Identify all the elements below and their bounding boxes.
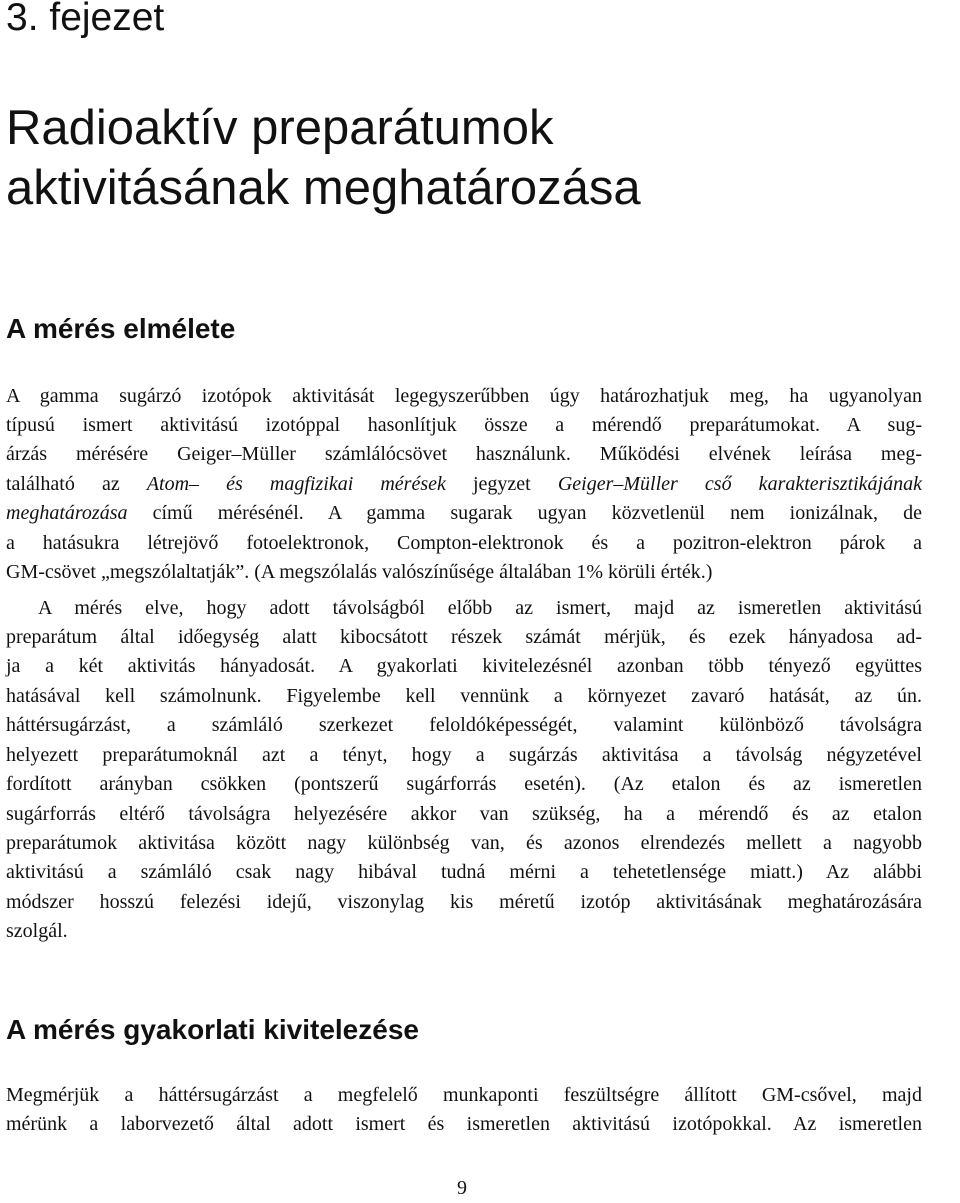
measurement-title: Geiger–Müller cső karakterisztikájának xyxy=(557,473,922,495)
text-line: aktivitású a számláló csak nagy hibával tudná mérni a tehetetlensége miatt.) Az alábbi xyxy=(6,861,922,883)
text-line: GM-csövet „megszólaltatják”. (A megszólalás valószínűsége általában 1% körüli érték.) xyxy=(6,561,713,583)
section-heading-theory: A mérés elmélete xyxy=(6,313,236,344)
text-segment: című mérésénél. A gamma sugarak ugyan közvetlenül nem ionizálnak, de xyxy=(127,502,922,524)
text-line: mérünk a laborvezető által adott ismert és ismeretlen aktivitású izotópokkal. Az ismeretlen xyxy=(6,1113,922,1135)
text-line xyxy=(6,469,922,499)
text-line: típusú ismert aktivitású izotóppal hasonlítjuk össze a mérendő preparátumokat. A sug- xyxy=(6,414,922,436)
text-line: preparátum által időegység alatt kibocsátott részek számát mérjük, és ezek hányadosa ad- xyxy=(6,626,922,648)
text-line: A mérés elve, hogy adott távolságból előbb az ismert, majd az ismeretlen aktivitású xyxy=(38,597,922,619)
chapter-label: 3. fejezet xyxy=(6,0,165,39)
book-title: Atom– és magfizikai mérések xyxy=(146,473,446,495)
chapter-title-line-2: aktivitásának meghatározása xyxy=(6,161,641,215)
text-line: preparátumok aktivitása között nagy különbség van, és azonos elrendezés mellett a nagyobb xyxy=(6,832,922,854)
text-line: módszer hosszú felezési idejű, viszonylag kis méretű izotóp aktivitásának meghatározására xyxy=(6,891,922,913)
text-line: hatásával kell számolnunk. Figyelembe kell vennünk a környezet zavaró hatását, az ún. xyxy=(6,685,922,707)
text-line: helyezett preparátumoknál azt a tényt, hogy a sugárzás aktivitása a távolság négyzetével xyxy=(6,744,922,766)
text-line: szolgál. xyxy=(6,920,68,942)
text-line: a hatásukra létrejövő fotoelektronok, Compton-elektronok és a pozitron-elektron párok a xyxy=(6,532,922,554)
text-line: árzás mérésére Geiger–Müller számlálócsövet használunk. Működési elvének leírása meg- xyxy=(6,443,922,465)
section-heading-practice: A mérés gyakorlati kivitelezése xyxy=(6,1014,419,1045)
text-line xyxy=(6,498,922,528)
measurement-title: meghatározása xyxy=(6,502,128,524)
chapter-title-line-1: Radioaktív preparátumok xyxy=(6,101,554,155)
chapter-title xyxy=(6,98,641,218)
text-segment: található az xyxy=(6,473,147,495)
text-line: fordított arányban csökken (pontszerű sugárforrás esetén). (Az etalon és az ismeretlen xyxy=(6,773,922,795)
page-number: 9 xyxy=(457,1177,467,1199)
text-segment: jegyzet xyxy=(445,473,558,495)
text-line: ja a két aktivitás hányadosát. A gyakorlati kivitelezésnél azonban több tényező együttes xyxy=(6,655,922,677)
text-line: A gamma sugárzó izotópok aktivitását legegyszerűbben úgy határozhatjuk meg, ha ugyanolyan xyxy=(6,385,922,407)
text-line: háttérsugárzást, a számláló szerkezet feloldóképességét, valamint különböző távolságra xyxy=(6,714,922,736)
text-line: sugárforrás eltérő távolságra helyezésére akkor van szükség, ha a mérendő és az etalon xyxy=(6,803,922,825)
text-line: Megmérjük a háttérsugárzást a megfelelő munkaponti feszültségre állított GM-csővel, majd xyxy=(6,1084,922,1106)
